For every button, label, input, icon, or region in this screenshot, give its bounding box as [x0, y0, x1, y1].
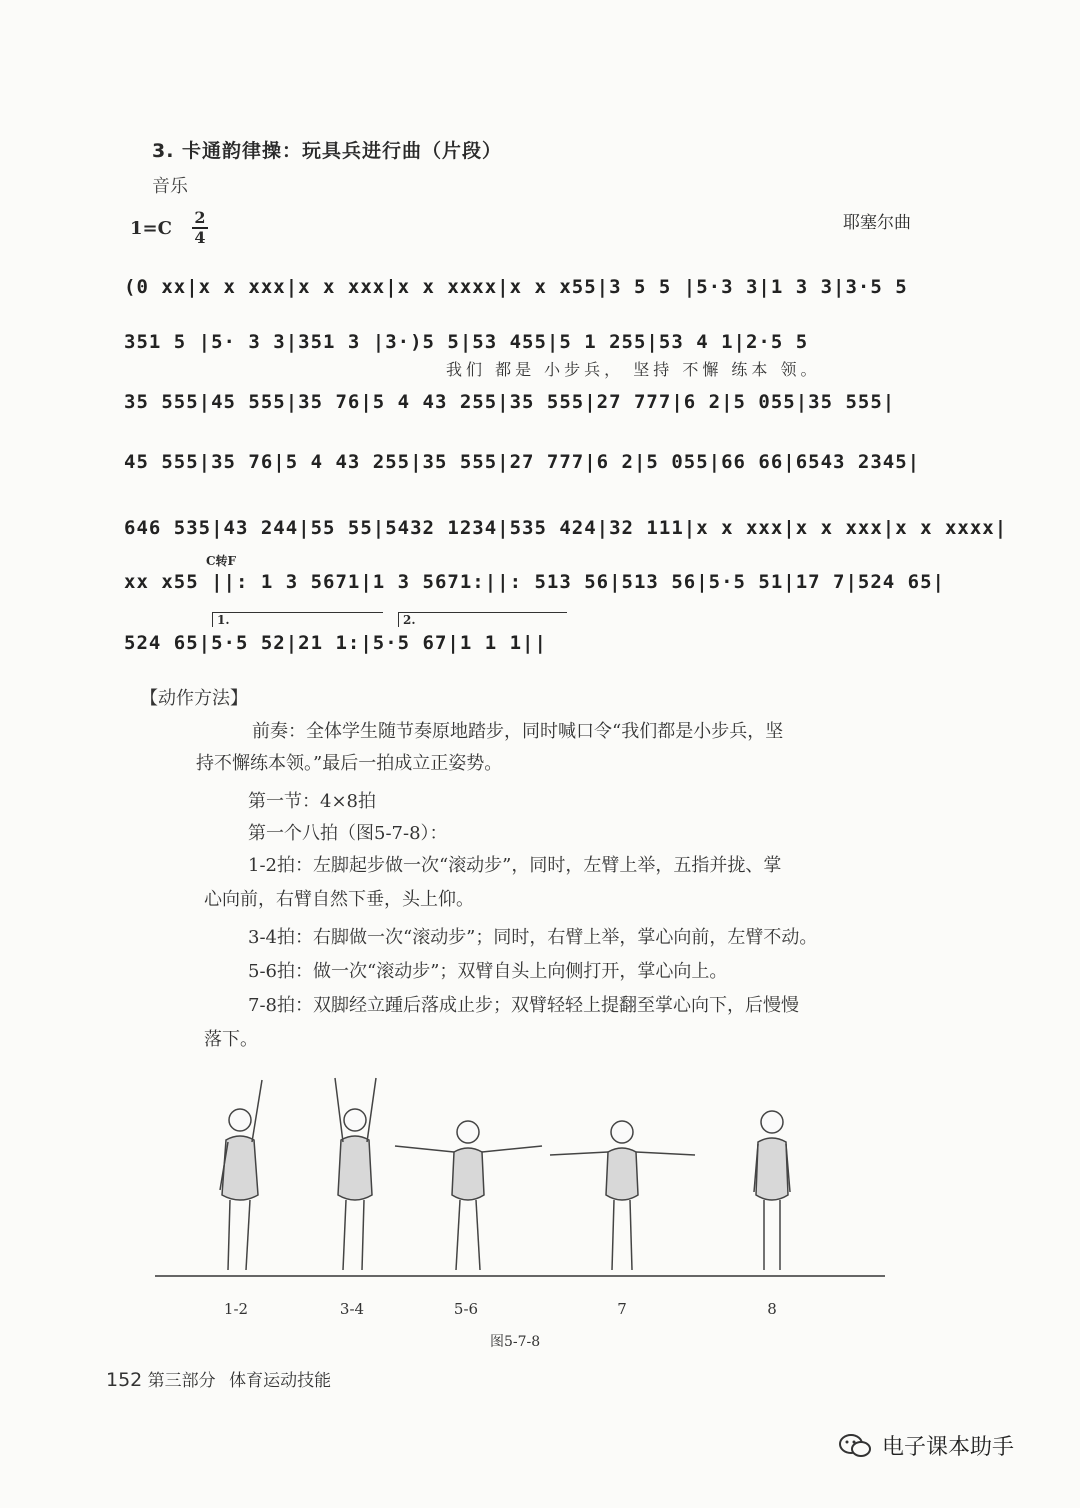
- volta-bracket-2: [398, 612, 567, 627]
- footer-part: 第三部分: [147, 1371, 216, 1391]
- figure-label-7: 7: [617, 1300, 627, 1318]
- page-footer: [106, 1366, 331, 1391]
- brand-name: 电子课本助手: [882, 1435, 1015, 1460]
- wechat-icon: [838, 1432, 872, 1460]
- paragraph-line-2: 持不懈练本领。”最后一拍成立正姿势。: [196, 753, 503, 774]
- footer-chapter: 体育运动技能: [229, 1371, 332, 1391]
- modulation-mark: C转F: [206, 554, 237, 568]
- exercise-title: 3. 卡通韵律操：玩具兵进行曲（片段）: [152, 140, 503, 162]
- time-denominator: 4: [194, 228, 206, 247]
- score-line-7: 524 65|5·5 52|21 1:|5·5 67|1 1 1||: [124, 632, 547, 654]
- section-title: 【动作方法】: [140, 688, 248, 709]
- score-line-3: 35 555|45 555|35 76|5 4 43 255|35 555|27 777|6 2|5 055|35 555|: [124, 391, 896, 413]
- gymnast-pose-7: [550, 1121, 695, 1270]
- score-line-2: 351 5 |5· 3 3|351 3 |3·)5 5|53 455|5 1 255|53 4 1|2·5 5: [124, 331, 809, 353]
- figure-label-3-4: 3-4: [339, 1300, 365, 1318]
- music-label: 音乐: [152, 176, 188, 197]
- key-signature: 1=C: [130, 218, 172, 239]
- gymnast-figure: [150, 1060, 890, 1285]
- paragraph-line-4: 第一个八拍（图5-7-8）：: [248, 823, 448, 844]
- score-line-4: 45 555|35 76|5 4 43 255|35 555|27 777|6 2|5 055|66 66|6543 2345|: [124, 451, 921, 473]
- paragraph-line-7: 3-4拍：右脚做一次“滚动步”；同时，右臂上举，掌心向前，左臂不动。: [248, 927, 818, 948]
- time-numerator: 2: [194, 208, 206, 227]
- paragraph-line-9: 7-8拍：双脚经立踵后落成止步；双臂轻轻上提翻至掌心向下，后慢慢: [248, 995, 799, 1016]
- volta-2-label: 2.: [403, 613, 416, 627]
- score-line-5: 646 535|43 244|55 55|5432 1234|535 424|32 111|x x xxx|x x xxx|x x xxxx|: [124, 517, 1008, 539]
- figure-label-1-2: 1-2: [223, 1300, 249, 1318]
- score-lyrics: 我们 都是 小步兵， 坚持 不懈 练本 领。: [446, 360, 821, 379]
- volta-1-label: 1.: [217, 613, 230, 627]
- gymnast-pose-8: [754, 1111, 790, 1270]
- brand-watermark: [838, 1430, 1014, 1461]
- paragraph-line-10: 落下。: [204, 1029, 258, 1050]
- ground-line: [155, 1275, 885, 1277]
- paragraph-line-3: 第一节：4×8拍: [248, 791, 376, 812]
- composer: 耶塞尔曲: [843, 213, 911, 233]
- figure-label-8: 8: [767, 1300, 777, 1318]
- volta-bracket-1: [212, 612, 383, 627]
- figure-caption: 图5-7-8: [490, 1334, 541, 1350]
- paragraph-line-6: 心向前，右臂自然下垂，头上仰。: [204, 889, 474, 910]
- page-number: 152: [106, 1369, 143, 1391]
- paragraph-line-1: 前奏：全体学生随节奏原地踏步，同时喊口令“我们都是小步兵，坚: [252, 721, 784, 742]
- gymnast-pose-5-6: [395, 1121, 542, 1270]
- score-line-1: (0 xx|x x xxx|x x xxx|x x xxxx|x x x55|3 5 5 |5·3 3|1 3 3|3·5 5: [124, 276, 908, 298]
- time-signature: [192, 210, 208, 246]
- paragraph-line-8: 5-6拍：做一次“滚动步”；双臂自头上向侧打开，掌心向上。: [248, 961, 728, 982]
- score-line-6: xx x55 ||: 1 3 5671|1 3 5671:||: 513 56|513 56|5·5 51|17 7|524 65|: [124, 571, 945, 593]
- gymnast-pose-1-2: [220, 1080, 262, 1270]
- gymnast-pose-3-4: [335, 1078, 376, 1270]
- figure-label-5-6: 5-6: [453, 1300, 479, 1318]
- paragraph-line-5: 1-2拍：左脚起步做一次“滚动步”，同时，左臂上举，五指并拢、掌: [248, 855, 782, 876]
